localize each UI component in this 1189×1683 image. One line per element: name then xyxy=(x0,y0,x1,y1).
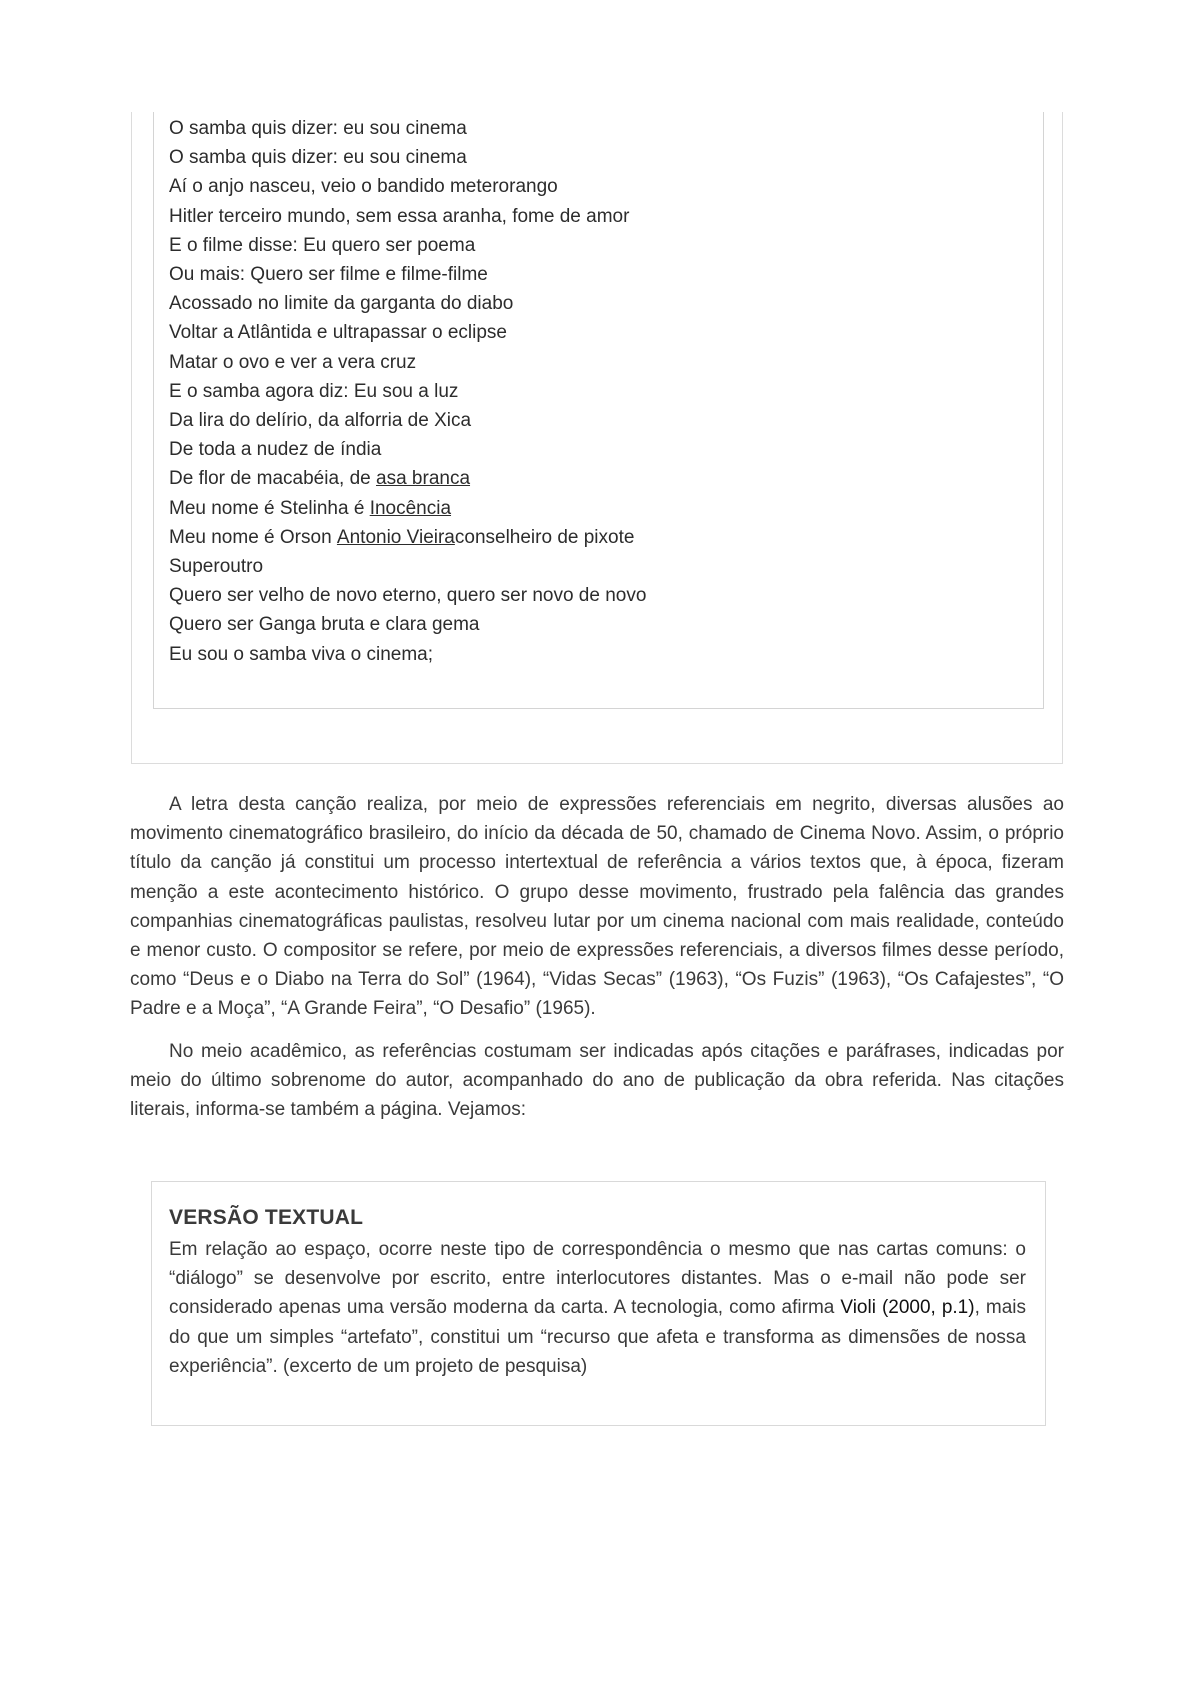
paragraph-cinema-novo: A letra desta canção realiza, por meio de expressões referenciais em negrito, diversas alusões ao movimento cinematográfico brasileiro, do início da década de 50, chamado de Cinema Novo. Assim, o próprio título da canção já constitui um processo intertextual de referência a vários textos que, à época, fizeram menção a este acontecimento histórico. O grupo desse movimento, frustrado pela falência das grandes companhias cinematográficas paulistas, resolveu lutar por um cinema nacional com mais realidade, conteúdo e menor custo. O compositor se refere, por meio de expressões referenciais, a diversos filmes desse período, como “Deus e o Diabo na Terra do Sol” (1964), “Vidas Secas” (1963), “Os Fuzis” (1963), “Os Cafajestes”, “O Padre e a Moça”, “A Grande Feira”, “O Desafio” (1965). xyxy=(130,794,1064,1020)
lyric-line: Da lira do delírio, da alforria de Xica xyxy=(169,410,472,432)
antonio-vieira-link[interactable]: Antonio Vieira xyxy=(336,526,455,548)
version-textual-title: VERSÃO TEXTUAL xyxy=(169,1206,364,1229)
lyric-text: Meu nome é Stelinha é xyxy=(169,497,370,519)
lyric-line: Voltar a Atlântida e ultrapassar o eclipse xyxy=(169,322,507,344)
asa-branca-link[interactable]: asa branca xyxy=(376,468,471,490)
citation-violi: Violi (2000, p.1) xyxy=(840,1297,975,1319)
lyric-line: Aí o anjo nasceu, veio o bandido meterorango xyxy=(169,176,558,198)
lyric-line xyxy=(169,523,646,552)
lyric-line: Quero ser Ganga bruta e clara gema xyxy=(169,614,480,636)
lyric-text: De flor de macabéia, de xyxy=(169,468,377,490)
lyric-line: Ou mais: Quero ser filme e filme-filme xyxy=(169,264,488,286)
lyric-line: Acossado no limite da garganta do diabo xyxy=(169,293,514,315)
lyric-line: E o samba agora diz: Eu sou a luz xyxy=(169,380,459,402)
lyric-line: E o filme disse: Eu quero ser poema xyxy=(169,234,476,256)
lyric-line xyxy=(169,494,646,523)
lyric-line: Superoutro xyxy=(169,556,264,578)
lyric-text: conselheiro de pixote xyxy=(454,526,635,548)
version-text-part: Em relação ao espaço, ocorre neste tipo de correspondência o mesmo que nas cartas comuns: o “diálogo” se desenvolve por escrito, entre interlocutores distantes. Mas o e-mail não pode ser considerado apenas uma versão moderna da carta. A tecnologia, como afirma xyxy=(169,1239,1026,1319)
lyric-line: O samba quis dizer: eu sou cinema xyxy=(169,118,467,139)
version-textual-body xyxy=(169,1235,1026,1381)
lyric-line: Eu sou o samba viva o cinema; xyxy=(169,643,434,665)
lyric-line: De toda a nudez de índia xyxy=(169,439,382,461)
lyric-line xyxy=(169,464,646,493)
inocencia-link[interactable]: Inocência xyxy=(369,497,452,519)
version-text-part: , mais do que um simples “artefato”, constitui um “recurso que afeta e transforma as dimensões de nossa experiência”. (excerto de um projeto de pesquisa) xyxy=(169,1297,1026,1377)
lyric-line: Matar o ovo e ver a vera cruz xyxy=(169,351,417,373)
lyric-text: Meu nome é Orson xyxy=(169,526,337,548)
lyric-line: O samba quis dizer: eu sou cinema xyxy=(169,147,467,169)
paragraph-academic-references: No meio acadêmico, as referências costumam ser indicadas após citações e paráfrases, indicadas por meio do último sobrenome do autor, acompanhado do ano de publicação da obra referida. Nas citações literais, informa-se também a página. Vejamos: xyxy=(130,1041,1064,1121)
song-lyrics xyxy=(169,114,646,669)
lyric-line: Hitler terceiro mundo, sem essa aranha, fome de amor xyxy=(169,205,630,227)
lyric-line: Quero ser velho de novo eterno, quero ser novo de novo xyxy=(169,585,647,607)
